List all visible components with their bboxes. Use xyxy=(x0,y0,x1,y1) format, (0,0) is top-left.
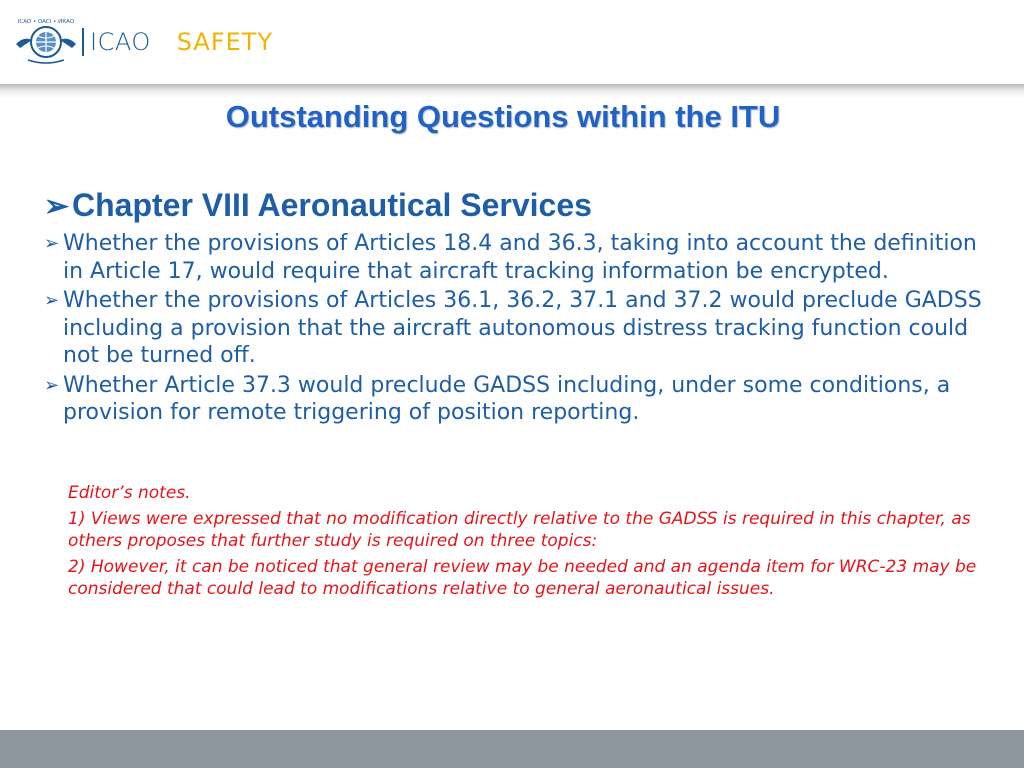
header-bar xyxy=(0,0,1024,86)
emblem-text: ICAO • OACI • ИКАО xyxy=(17,19,75,25)
slide-content xyxy=(44,184,994,427)
bullet-text: Whether Article 37.3 would preclude GADSS including, under some conditions, a provision for remote triggering of position reporting. xyxy=(63,372,951,425)
brand-name: ICAO xyxy=(90,28,151,56)
bullet-text: Whether the provisions of Articles 36.1, 36.2, 37.1 and 37.2 would preclude GADSS including a provision that the aircraft autonomous distress tracking function could not be turned off. xyxy=(63,288,982,368)
arrow-bullet-icon: ➢ xyxy=(44,190,70,223)
slide-title: Outstanding Questions within the ITU xyxy=(225,99,781,134)
note-item: 2) However, it can be noticed that general review may be needed and an agenda item for WRC-23 may be considered that could lead to modifications relative to general aeronautical issues. xyxy=(68,557,977,599)
brand-logo xyxy=(82,28,273,56)
bullet-item xyxy=(44,372,994,427)
icao-emblem-icon xyxy=(14,14,78,66)
arrow-bullet-icon: ➢ xyxy=(44,233,60,254)
note-item: 1) Views were expressed that no modification directly relative to the GADSS is required in this chapter, as others proposes that further study is required on three topics: xyxy=(68,509,971,551)
header-divider xyxy=(0,84,1024,98)
footer-bar xyxy=(0,730,1024,768)
bullet-item xyxy=(44,230,994,285)
bullet-item xyxy=(44,287,994,370)
brand-separator xyxy=(82,28,84,56)
arrow-bullet-icon: ➢ xyxy=(44,290,60,311)
bullet-text: Whether the provisions of Articles 18.4 and 36.3, taking into account the definition in Article 17, would require that aircraft tracking information be encrypted. xyxy=(63,231,977,284)
editor-notes xyxy=(68,482,978,604)
section-heading-row xyxy=(44,184,994,228)
section-heading: Chapter VIII Aeronautical Services xyxy=(72,187,592,223)
brand-tagline: SAFETY xyxy=(176,28,274,56)
arrow-bullet-icon: ➢ xyxy=(44,374,60,396)
notes-heading: Editor’s notes. xyxy=(68,483,191,503)
